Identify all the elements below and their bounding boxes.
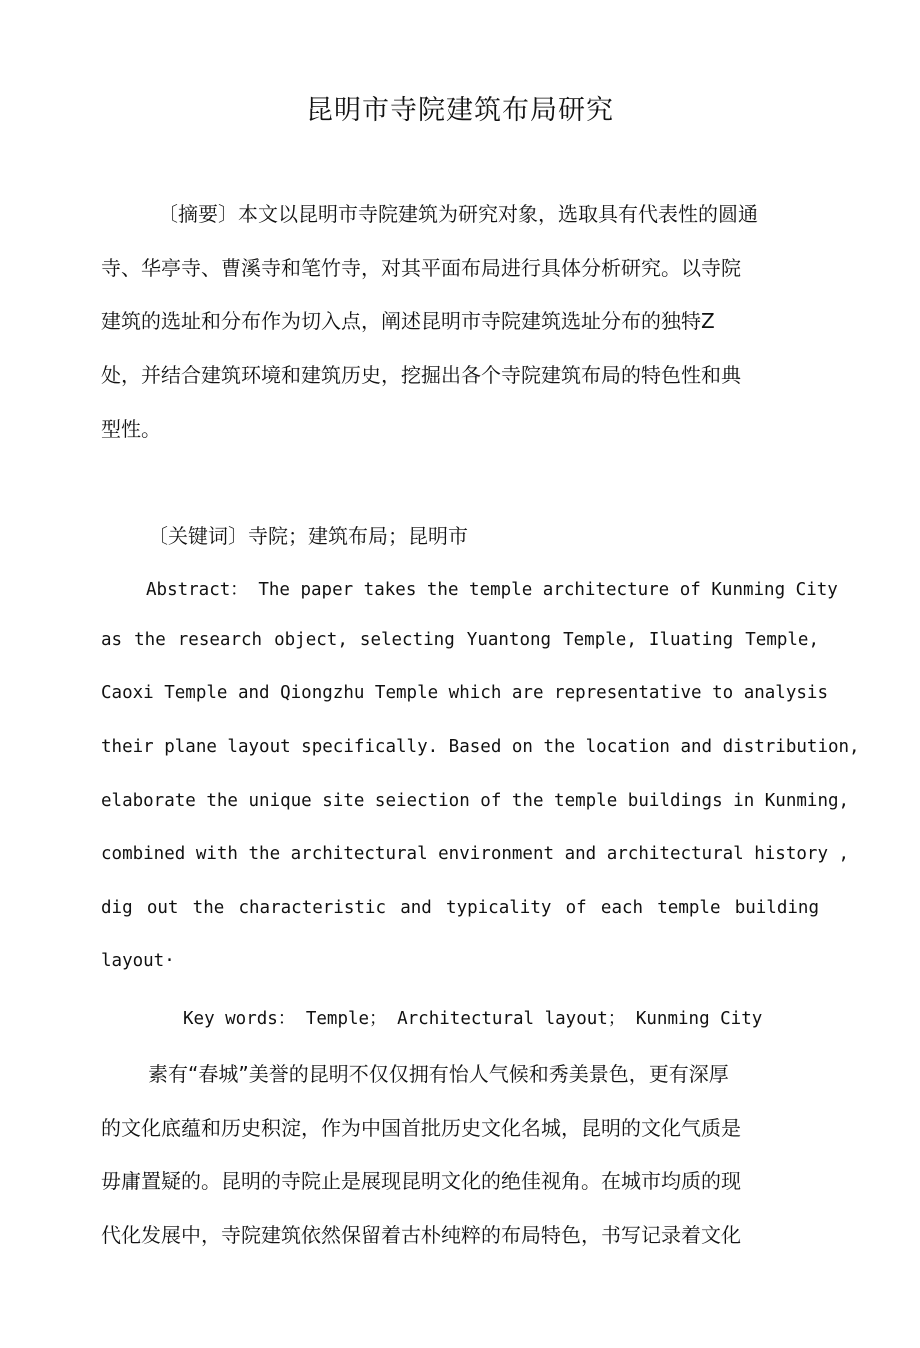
abstract-en-line: Abstract： The paper takes the temple architecture of Kunming City: [146, 580, 838, 600]
abstract-en-line: elaborate the unique site seiection of the temple buildings in Kunming,: [101, 791, 850, 811]
body-line: 素有“春城”美誉的昆明不仅仅拥有怡人气候和秀美景色，更有深厚: [148, 1062, 729, 1086]
abstract-zh-line: 〔摘要〕本文以昆明市寺院建筑为研究对象，选取具有代表性的圆通: [158, 202, 758, 226]
abstract-en-line: their plane layout specifically. Based on the location and distribution,: [101, 737, 860, 757]
keywords-en: Key words： Temple； Architectural layout； Kunming City: [183, 1009, 763, 1029]
abstract-en-line: Caoxi Temple and Qiongzhu Temple which are representative to analysis: [101, 683, 828, 703]
page-title: 昆明市寺院建筑布局研究: [306, 95, 614, 126]
keywords-zh: 〔关键词〕寺院；建筑布局；昆明市: [148, 524, 468, 548]
body-line: 毋庸置疑的。昆明的寺院止是展现昆明文化的绝佳视角。在城市均质的现: [101, 1169, 741, 1193]
abstract-zh-line: 寺、华亭寺、曹溪寺和笔竹寺，对其平面布局进行具体分析研究。以寺院: [101, 256, 741, 280]
body-line: 代化发展中，寺院建筑依然保留着古朴纯粹的布局特色，书写记录着文化: [101, 1223, 741, 1247]
abstract-zh-line: 建筑的选址和分布作为切入点，阐述昆明市寺院建筑选址分布的独特Z: [101, 309, 715, 333]
abstract-en-line: as the research object, selecting Yuantong Temple, Iluating Temple,: [101, 630, 819, 650]
body-line: 的文化底蕴和历史积淀，作为中国首批历史文化名城，昆明的文化气质是: [101, 1116, 741, 1140]
abstract-en-line: combined with the architectural environment and architectural history ,: [101, 844, 850, 864]
abstract-en-line: dig out the characteristic and typicality of each temple building: [101, 898, 819, 918]
abstract-zh-line: 型性。: [101, 417, 161, 441]
abstract-en-line: layout·: [101, 951, 175, 971]
abstract-zh-line: 处，并结合建筑环境和建筑历史，挖掘出各个寺院建筑布局的特色性和典: [101, 363, 741, 387]
